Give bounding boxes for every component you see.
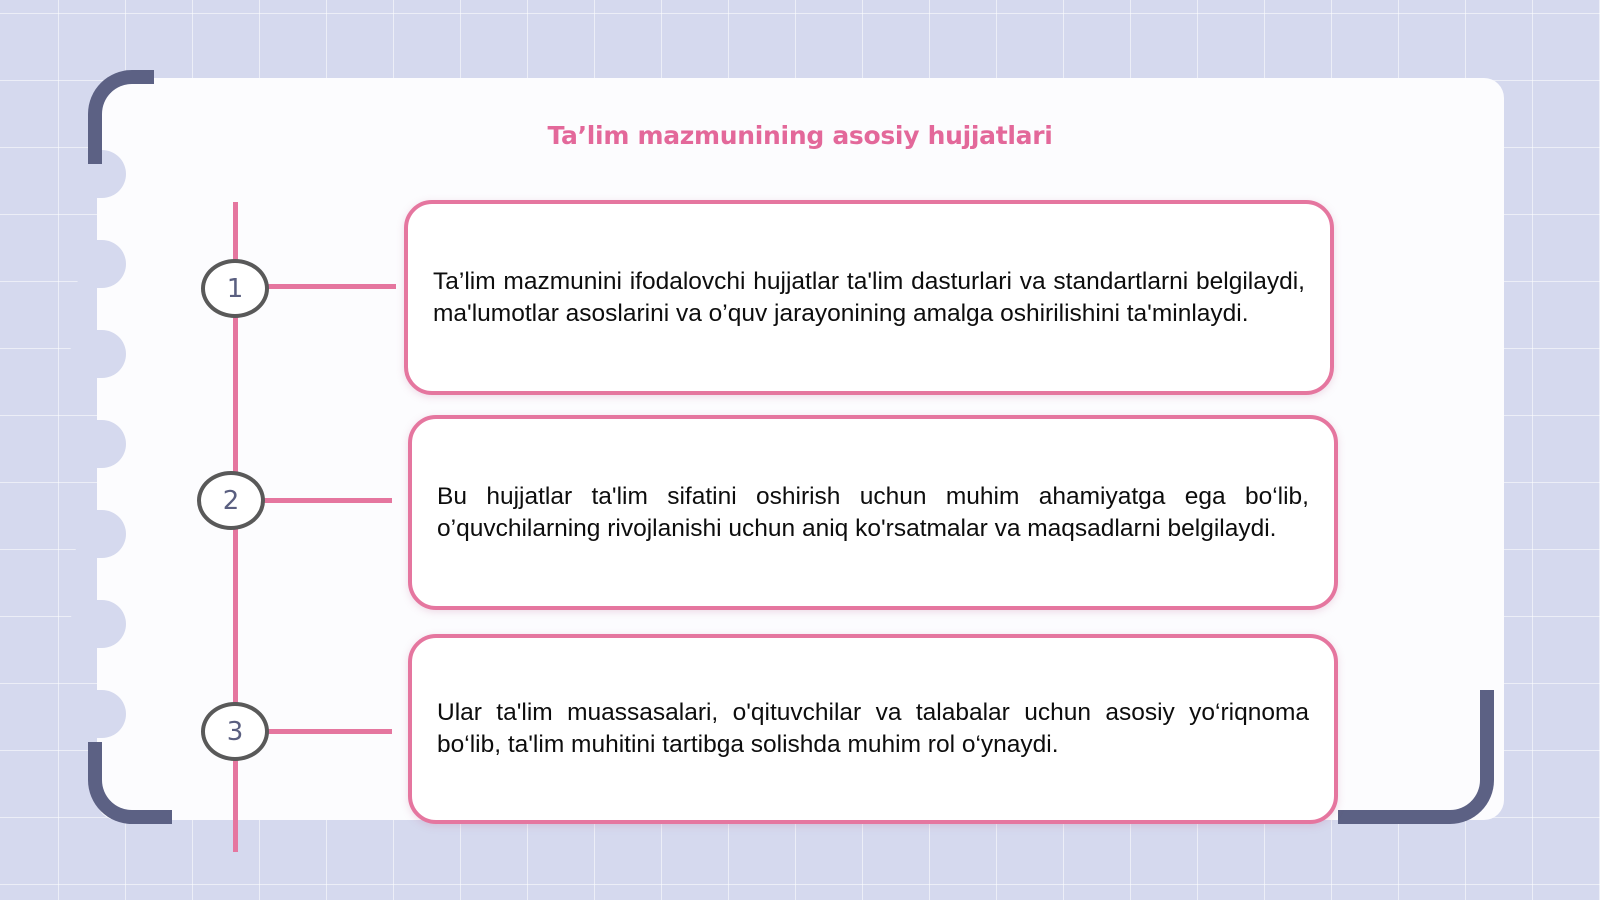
step-text: Ular ta'lim muassasalari, o'qituvchilar va talabalar uchun asosiy yo‘riqnoma bo‘lib, ta'lim muhitini tartibga solishda muhim rol o‘ynaydi. — [437, 699, 1309, 758]
step-number-circle — [197, 471, 265, 530]
paper-edge-notch — [70, 600, 126, 648]
step-text: Bu hujjatlar ta'lim sifatini oshirish uchun muhim ahamiyatga ega bo‘lib, o’quvchilarning rivojlanishi uchun aniq ko'rsatmalar va maqsadlarni belgilaydi. — [437, 482, 1309, 542]
step-card — [404, 200, 1334, 395]
step-number: 2 — [222, 485, 240, 516]
step-card — [408, 415, 1338, 610]
step-card — [408, 634, 1338, 824]
paper-edge-notch — [70, 510, 126, 558]
corner-bracket-bottom-left — [88, 742, 172, 824]
paper-edge-notch — [70, 240, 126, 288]
corner-bracket-bottom-right — [1338, 690, 1494, 824]
paper-edge-notch — [70, 330, 126, 378]
step-number-circle — [201, 702, 269, 761]
timeline-connector — [262, 284, 396, 289]
slide-title: Ta’lim mazmunining asosiy hujjatlari — [547, 121, 1053, 150]
paper-edge-notch — [70, 420, 126, 468]
paper-edge-notch — [70, 690, 126, 738]
step-number: 1 — [226, 273, 244, 304]
timeline-connector — [262, 729, 392, 734]
timeline-connector — [258, 498, 392, 503]
step-text: Ta’lim mazmunini ifodalovchi hujjatlar ta'lim dasturlari va standartlarni belgilaydi, ma'lumotlar asoslarini va o’quv jarayonining amalga oshirilishini ta'minlaydi. — [433, 267, 1305, 327]
step-number-circle — [201, 259, 269, 318]
step-number: 3 — [226, 716, 244, 747]
